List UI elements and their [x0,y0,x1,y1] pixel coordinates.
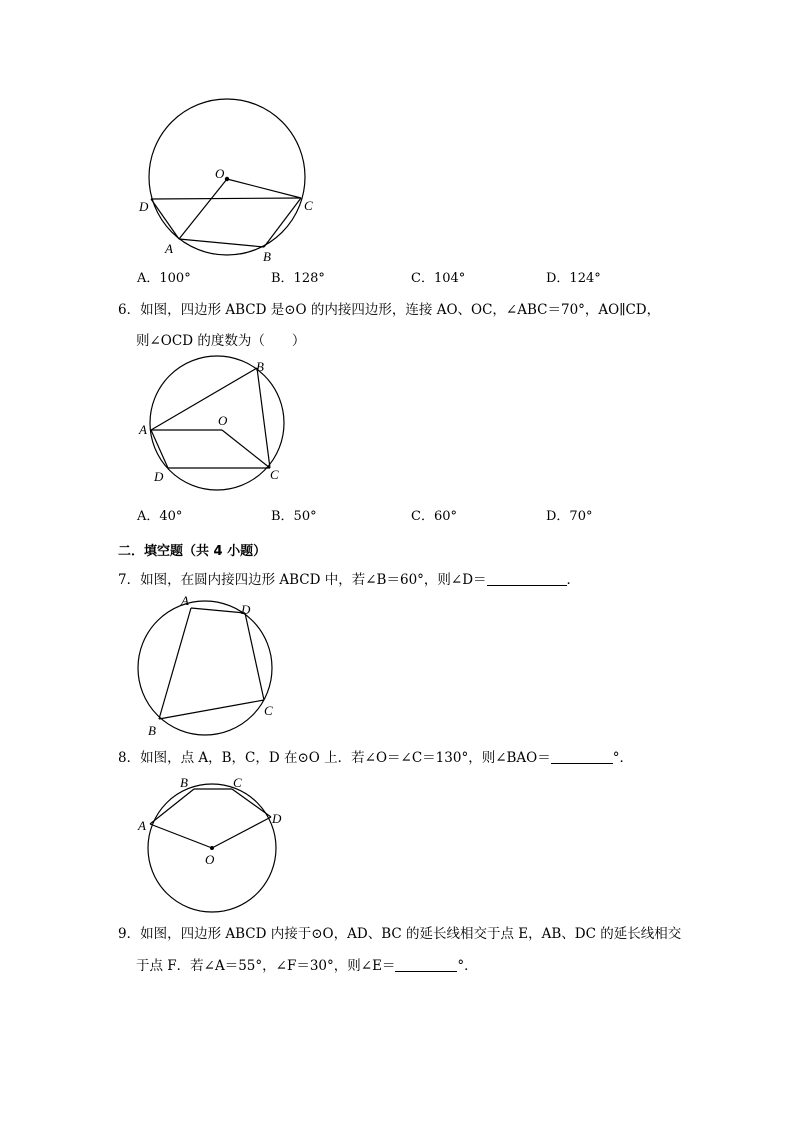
q7-circle [138,601,272,735]
q6-segment-BC [257,368,270,468]
q8-label-O: O [205,852,215,867]
q5-segment-DC [151,198,301,199]
q9-question-end: °． [457,958,478,974]
q5-option-b: B．128° [271,271,325,286]
q5-segment-BC [264,198,301,247]
q5-label-O: O [215,166,225,181]
q9-question-line2 [136,957,478,975]
q7-question-text: 7．如图，在圆内接四边形 ABCD 中，若∠B＝60°，则∠D＝ [118,572,487,588]
q6-label-O: O [218,413,228,428]
section-heading: 二．填空题（共 4 小题） [118,544,267,559]
q7-label-B: B [148,723,156,738]
q6-label-C: C [270,467,279,482]
q8-question-end: °． [612,750,634,766]
q6-option-a: A．40° [137,509,183,524]
q5-option-a: A．100° [137,271,191,286]
q7-label-D: D [241,602,251,617]
q8-question-text: 8．如图，点 A，B，C，D 在⊙O 上．若∠O＝∠C＝130°，则∠BAO＝ [118,750,551,766]
q9-question-text: 于点 F．若∠A＝55°，∠F＝30°，则∠E＝ [136,958,396,974]
q8-label-A: A [138,818,146,833]
q6-figure [130,355,300,490]
q6-segment-AD [151,430,168,468]
q9-answer-blank[interactable] [395,957,457,972]
q6-label-B: B [256,359,264,374]
q7-figure [130,593,300,743]
q6-question-line2: 则∠OCD 的度数为（ ） [136,333,306,349]
q7-segment-CB [159,700,264,719]
q5-label-C: C [304,198,313,213]
q7-answer-blank[interactable] [487,571,567,586]
q6-option-d: D．70° [546,509,593,524]
q8-segment-OD [212,817,271,848]
q6-question-line1: 6．如图，四边形 ABCD 是⊙O 的内接四边形，连接 AO、OC，∠ABC＝70°，AO∥CD， [118,302,661,318]
q8-label-D: D [272,811,282,826]
q8-segment-AO [150,824,212,848]
q7-question [118,571,580,589]
q6-option-c: C．60° [411,509,457,524]
q8-label-B: B [180,775,188,790]
q8-figure [130,772,300,917]
q5-label-A: A [165,241,173,256]
q6-option-b: B．50° [271,509,317,524]
q7-segment-BA [159,608,191,719]
q5-segment-DA [151,199,179,239]
q6-segment-OC [222,430,270,468]
q8-center-dot [210,846,214,850]
q8-answer-blank[interactable] [551,749,613,764]
q5-option-d: D．124° [546,271,601,286]
q8-question [118,749,633,767]
q5-figure [130,95,330,265]
q6-label-A: A [139,422,147,437]
q8-segment-CD [232,789,271,817]
q7-label-A: A [181,593,189,608]
q5-option-c: C．104° [411,271,466,286]
q5-segment-AB [179,239,264,247]
q7-segment-DC [245,613,264,700]
q6-segment-AB [151,368,257,430]
q7-question-end: ． [566,572,581,588]
q5-center-dot [225,177,229,181]
q5-label-B: B [263,249,271,264]
q8-label-C: C [233,775,242,790]
q5-label-D: D [139,199,149,214]
q7-label-C: C [264,703,273,718]
q6-label-D: D [154,469,164,484]
q9-question-line1: 9．如图，四边形 ABCD 内接于⊙O，AD、BC 的延长线相交于点 E，AB、DC 的延长线相交 [118,926,682,942]
q5-segment-OC [227,179,301,198]
q5-segment-AO [179,179,227,239]
q8-segment-AB [150,789,194,824]
